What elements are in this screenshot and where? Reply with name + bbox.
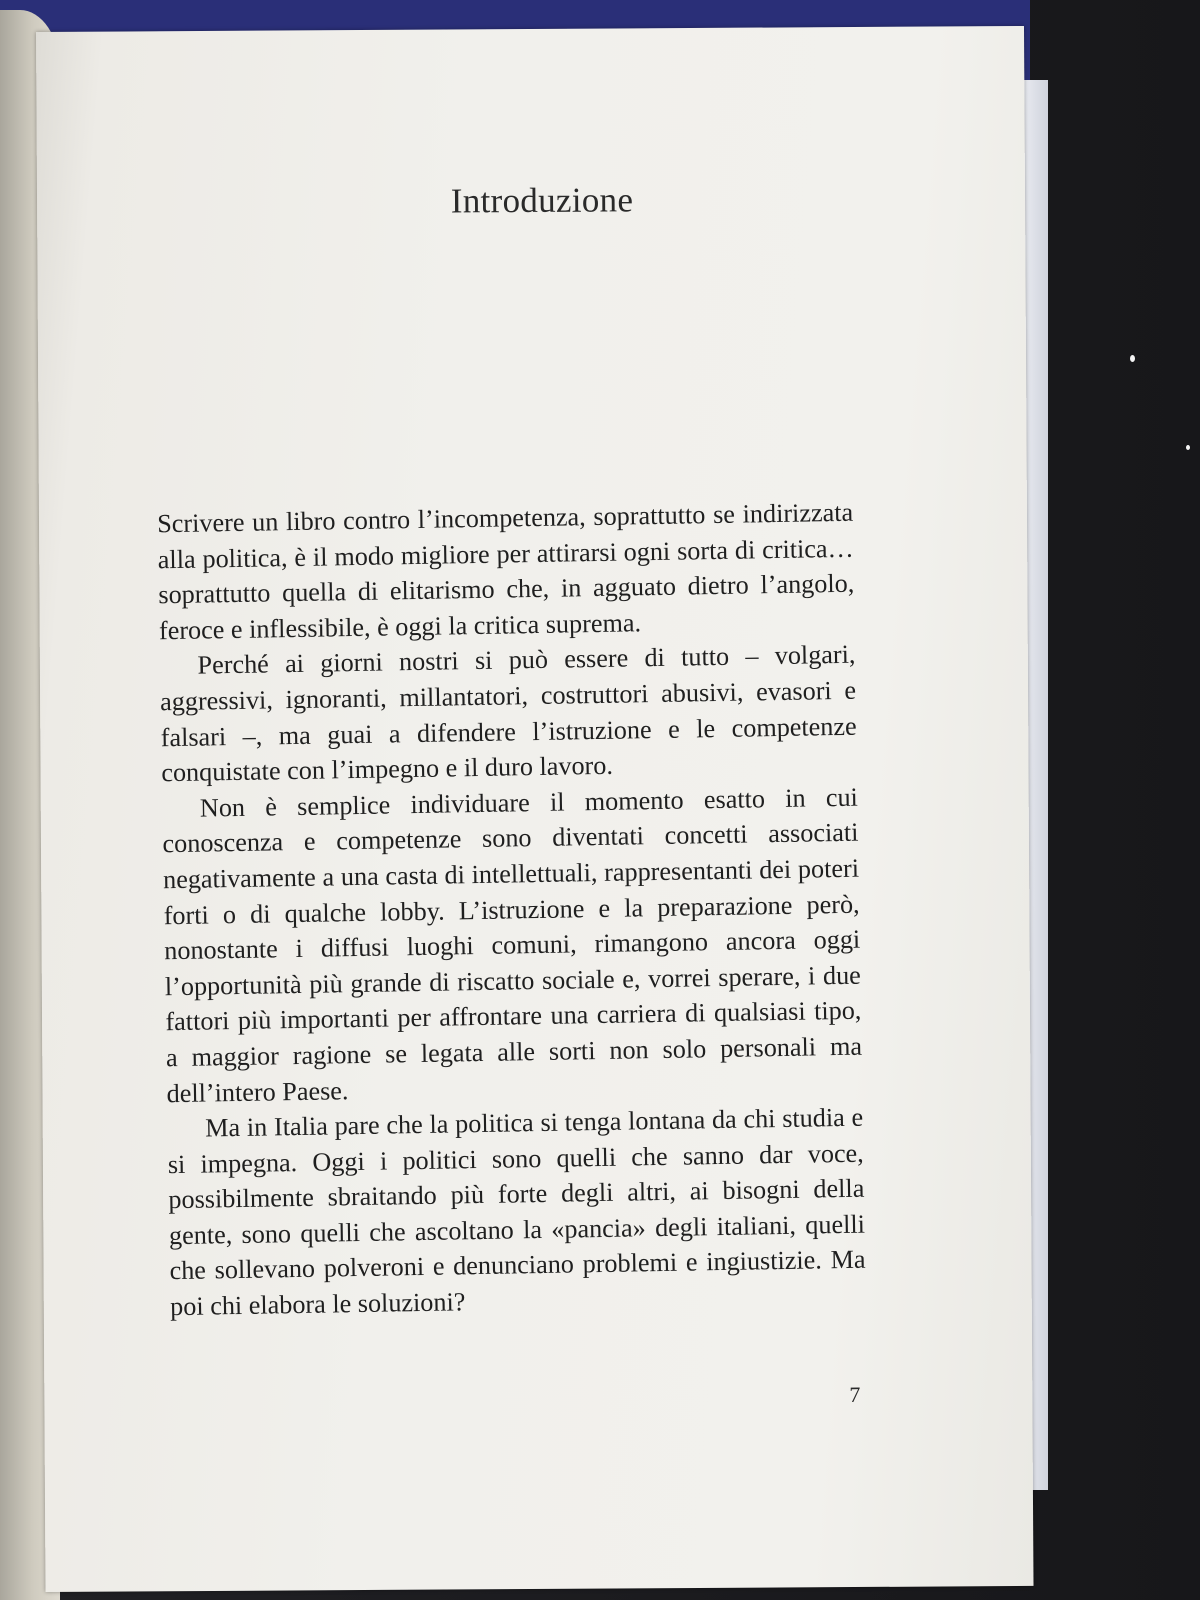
dust-speck [1130,355,1135,362]
dust-speck [1186,445,1190,450]
book-page [36,26,1034,1592]
page-content [36,26,1034,1592]
paragraph-1: Scrivere un libro contro l’incompetenza, soprattutto se indirizzata alla politica, è il modo migliore per attirarsi ogni sorta di critica… soprattutto quella di elitarismo che, in agguato dietro l’angolo, feroce e inflessibile, è oggi la critica suprema. [156,497,855,646]
chapter-title: Introduzione [450,180,634,221]
body-text [157,495,866,1325]
paragraph-4: Ma in Italia pare che la politica si tenga lontana da chi studia e si impegna. Oggi i politici sono quelli che sanno dar voce, possibilmente sbraitando più forte degli altri, ai bisogni della gente, sono quelli che ascoltano la «pancia» degli italiani, quelli che sollevano polveroni e denunciano problemi e ingiustizie. Ma poi chi elabora le soluzioni? [167,1102,866,1322]
paragraph-3: Non è semplice individuare il momento esatto in cui conoscenza e competenze sono diventati concetti associati negativamente a una casta di intellettuali, rappresentanti dei poteri forti o di qualche lobby. L’istruzione e la preparazione però, nonostante i diffusi luoghi comuni, rimangono ancora oggi l’opportunità più grande di riscatto sociale e, vorrei sperare, i due fattori più importanti per affrontare una carriera di qualsiasi tipo, a maggior ragione se legata alle sorti non solo personali ma dell’intero Paese. [162,782,863,1108]
page-number: 7 [849,1381,861,1408]
paragraph-2: Perché ai giorni nostri si può essere di tutto – volgari, aggressivi, ignoranti, millantatori, costruttori abusivi, evasori e falsari –, ma guai a difendere l’istruzione e le competenze conquistate con l’impegno e il duro lavoro. [159,640,857,788]
